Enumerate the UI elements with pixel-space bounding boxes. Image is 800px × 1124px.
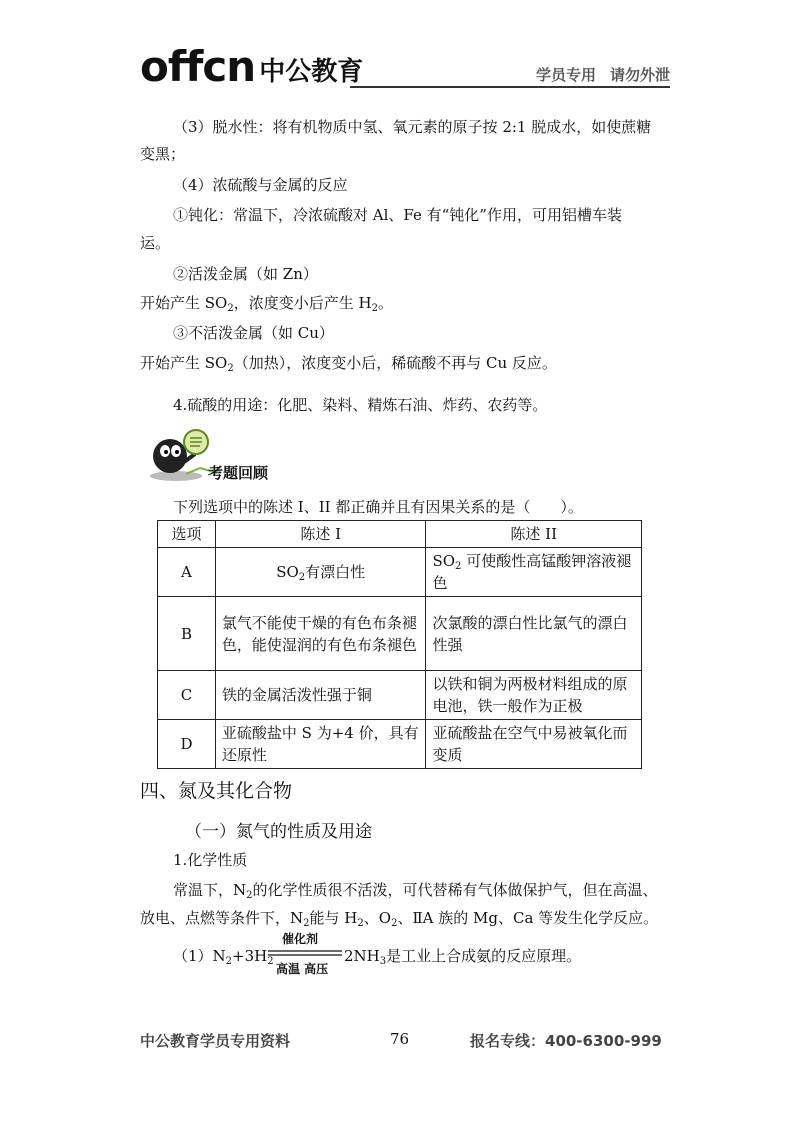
table-row	[158, 720, 642, 769]
table-option-cell: C	[158, 671, 216, 720]
para-passivation: ①钝化：常温下，冷浓硫酸对 Al、Fe 有“钝化”作用，可用铝槽车装	[173, 206, 622, 224]
table-statement1-cell: 氯气不能使干燥的有色布条褪色，能使湿润的有色布条褪色	[215, 597, 426, 671]
header-rule	[350, 86, 670, 88]
header-tag-members: 学员专用	[535, 66, 596, 84]
equation-prefix: $(1)N_2+3H_2$	[173, 947, 274, 967]
sub-heading-chem-props: 1.化学性质	[173, 851, 248, 869]
table-row	[158, 548, 642, 597]
table-header-cell: 陈述 II	[426, 521, 642, 548]
para-passivation-cont: 运。	[140, 234, 171, 252]
equation-equilibrium-arrow-icon	[268, 948, 344, 958]
page-number: 76	[390, 1030, 410, 1048]
para-active-metal-desc: 开始产生 $SO_2$，浓度变小后产生 $H_2$。	[140, 294, 393, 314]
logo-cn-text: 中公教育	[259, 57, 364, 87]
table-row	[158, 671, 642, 720]
para-dehydration: （3）脱水性：将有机物质中氢、氧元素的原子按 2:1 脱成水，如使蔗糖	[173, 118, 652, 136]
header-tag-confidential: 请勿外泄	[609, 66, 670, 84]
table-option-cell: A	[158, 548, 216, 597]
section-heading: 四、氮及其化合物	[140, 780, 293, 802]
table-option-cell: B	[158, 597, 216, 671]
para-inactive-metal-desc: 开始产生 $SO_2$（加热），浓度变小后，稀硫酸不再与 Cu 反应。	[140, 354, 557, 374]
equation-condition-temp-pressure: 高温 高压	[276, 962, 329, 976]
footer-left: 中公教育学员专用资料	[140, 1032, 291, 1050]
para-nitrogen-a: 常温下，$N_2$的化学性质很不活泼，可代替稀有气体做保护气，但在高温、	[173, 881, 658, 901]
offcn-logo	[140, 40, 364, 91]
para-active-metal: ②活泼金属（如 Zn）	[173, 265, 318, 283]
equation-condition-catalyst: 催化剂	[282, 932, 319, 946]
table-option-cell: D	[158, 720, 216, 769]
logo-latin-text: offcn	[140, 42, 256, 91]
para-inactive-metal: ③不活泼金属（如 Cu）	[173, 324, 334, 342]
review-mascot-icon	[140, 428, 440, 484]
para-dehydration-cont: 变黑；	[140, 145, 186, 163]
table-row	[158, 597, 642, 671]
review-title: 考题回顾	[208, 464, 269, 482]
table-statement1-cell: 亚硫酸盐中 S 为+4 价，具有还原性	[215, 720, 426, 769]
para-uses: 4.硫酸的用途：化肥、染料、精炼石油、炸药、农药等。	[173, 396, 548, 414]
subsection-heading: （一）氮气的性质及用途	[185, 822, 372, 842]
options-table	[157, 520, 642, 769]
equation-suffix: $2NH_3$是工业上合成氨的反应原理。	[344, 947, 582, 967]
table-header-cell: 陈述 I	[215, 521, 426, 548]
table-statement1-cell: $SO_2$有漂白性	[215, 548, 426, 597]
header-tags	[480, 64, 670, 85]
table-statement2-cell: 次氯酸的漂白性比氯气的漂白性强	[426, 597, 642, 671]
table-statement2-cell: 亚硫酸盐在空气中易被氧化而变质	[426, 720, 642, 769]
table-header-cell: 选项	[158, 521, 216, 548]
table-statement1-cell: 铁的金属活泼性强于铜	[215, 671, 426, 720]
review-question: 下列选项中的陈述 I、II 都正确并且有因果关系的是（ ）。	[173, 498, 583, 516]
footer-hotline: 报名专线：400-6300-999	[470, 1032, 662, 1050]
para-metal-reaction: （4）浓硫酸与金属的反应	[173, 176, 348, 194]
table-header-row	[158, 521, 642, 548]
para-nitrogen-b: 放电、点燃等条件下，$N_2$能与 $H_2$、$O_2$、ⅡA 族的 Mg、Ca 等发生化学反应。	[140, 909, 659, 929]
table-statement2-cell: $SO_2$ 可使酸性高锰酸钾溶液褪色	[426, 548, 642, 597]
table-statement2-cell: 以铁和铜为两极材料组成的原电池，铁一般作为正极	[426, 671, 642, 720]
